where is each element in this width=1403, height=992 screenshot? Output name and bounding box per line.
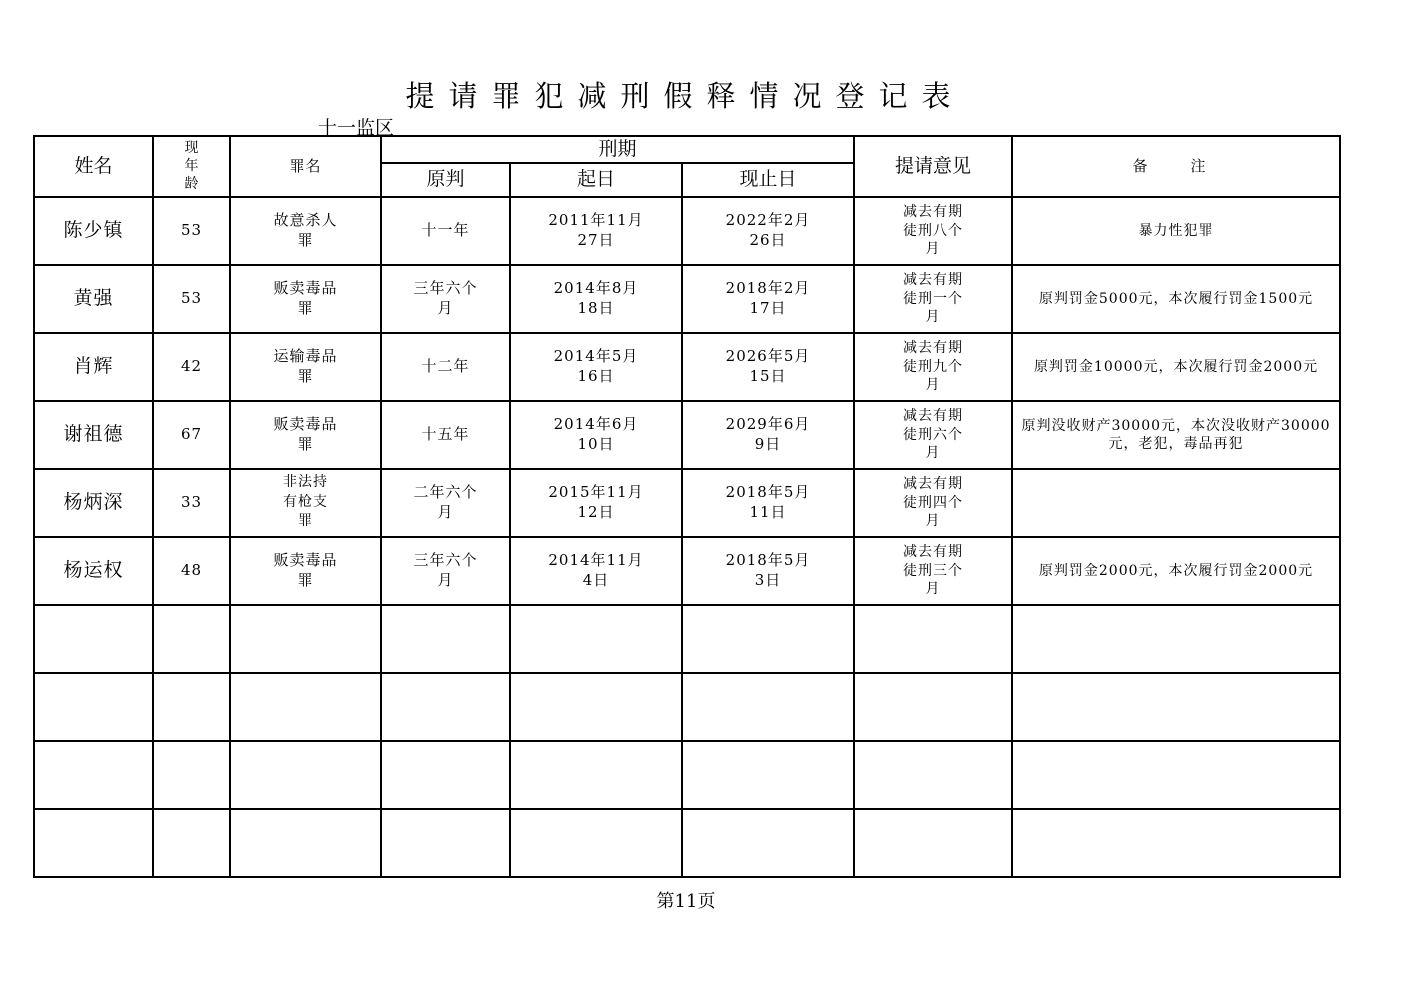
cell-age: 53 <box>153 265 230 333</box>
cell-start: 2015年11月12日 <box>548 483 644 521</box>
table-row <box>34 197 1340 265</box>
header-name: 姓名 <box>34 136 153 197</box>
cell-crime: 故意杀人罪 <box>273 211 338 249</box>
cell-age: 53 <box>153 197 230 265</box>
empty-row <box>34 809 1340 877</box>
header-age <box>153 136 230 197</box>
cell-start: 2014年6月10日 <box>553 415 639 453</box>
cell-original: 十二年 <box>381 333 510 401</box>
cell-notes <box>1012 469 1340 537</box>
document-title: 提请罪犯减刑假释情况登记表 <box>405 79 965 113</box>
cell-original: 三年六个月 <box>413 279 478 317</box>
cell-name: 杨炳深 <box>34 469 153 537</box>
cell-opinion: 减去有期徒刑一个月 <box>903 272 964 325</box>
table-row <box>34 401 1340 469</box>
cell-crime: 非法持有枪支罪 <box>283 474 328 530</box>
cell-start: 2014年11月4日 <box>548 551 644 589</box>
header-original: 原判 <box>381 163 510 197</box>
cell-opinion: 减去有期徒刑四个月 <box>903 476 964 529</box>
cell-original: 十一年 <box>421 220 470 239</box>
empty-row <box>34 741 1340 809</box>
register-table <box>33 135 1341 878</box>
district-label: 十一监区 <box>318 117 395 139</box>
cell-notes: 原判罚金10000元，本次履行罚金2000元 <box>1012 333 1340 401</box>
cell-age: 67 <box>153 401 230 469</box>
cell-crime: 贩卖毒品罪 <box>273 551 338 589</box>
cell-opinion: 减去有期徒刑三个月 <box>903 544 964 597</box>
cell-notes: 暴力性犯罪 <box>1012 197 1340 265</box>
empty-row <box>34 673 1340 741</box>
cell-age: 42 <box>153 333 230 401</box>
header-notes: 备 注 <box>1012 136 1340 197</box>
cell-end: 2018年2月17日 <box>725 279 811 317</box>
cell-end: 2022年2月26日 <box>725 211 811 249</box>
header-age-text: 现年龄 <box>184 140 199 193</box>
cell-crime: 贩卖毒品罪 <box>273 415 338 453</box>
cell-start: 2014年8月18日 <box>553 279 639 317</box>
cell-age: 48 <box>153 537 230 605</box>
cell-crime: 运输毒品罪 <box>273 347 338 385</box>
cell-opinion: 减去有期徒刑六个月 <box>903 408 964 461</box>
cell-notes: 原判没收财产30000元，本次没收财产30000元，老犯，毒品再犯 <box>1012 401 1340 469</box>
cell-start: 2011年11月27日 <box>548 211 644 249</box>
cell-original: 十五年 <box>381 401 510 469</box>
cell-opinion: 减去有期徒刑九个月 <box>903 340 964 393</box>
cell-end: 2018年5月3日 <box>725 551 811 589</box>
header-crime: 罪名 <box>230 136 381 197</box>
cell-name: 肖辉 <box>34 333 153 401</box>
cell-name: 杨运权 <box>34 537 153 605</box>
header-row-1 <box>34 136 1340 163</box>
cell-age: 33 <box>153 469 230 537</box>
table-row <box>34 333 1340 401</box>
cell-end: 2026年5月15日 <box>725 347 811 385</box>
cell-original: 三年六个月 <box>413 551 478 589</box>
table-row <box>34 469 1340 537</box>
cell-original: 二年六个月 <box>413 483 478 521</box>
empty-row <box>34 605 1340 673</box>
header-end: 现止日 <box>682 163 854 197</box>
cell-end: 2029年6月9日 <box>725 415 811 453</box>
header-start: 起日 <box>510 163 682 197</box>
table-row <box>34 265 1340 333</box>
cell-crime: 贩卖毒品罪 <box>273 279 338 317</box>
header-opinion: 提请意见 <box>854 136 1012 197</box>
cell-name: 黄强 <box>34 265 153 333</box>
page-number: 第11页 <box>656 891 716 912</box>
cell-end: 2018年5月11日 <box>725 483 811 521</box>
header-sentence: 刑期 <box>381 136 854 163</box>
cell-opinion: 减去有期徒刑八个月 <box>903 204 964 257</box>
cell-notes: 原判罚金5000元，本次履行罚金1500元 <box>1012 265 1340 333</box>
cell-name: 谢祖德 <box>34 401 153 469</box>
cell-notes: 原判罚金2000元，本次履行罚金2000元 <box>1012 537 1340 605</box>
table-row <box>34 537 1340 605</box>
cell-start: 2014年5月16日 <box>553 347 639 385</box>
cell-name: 陈少镇 <box>34 197 153 265</box>
